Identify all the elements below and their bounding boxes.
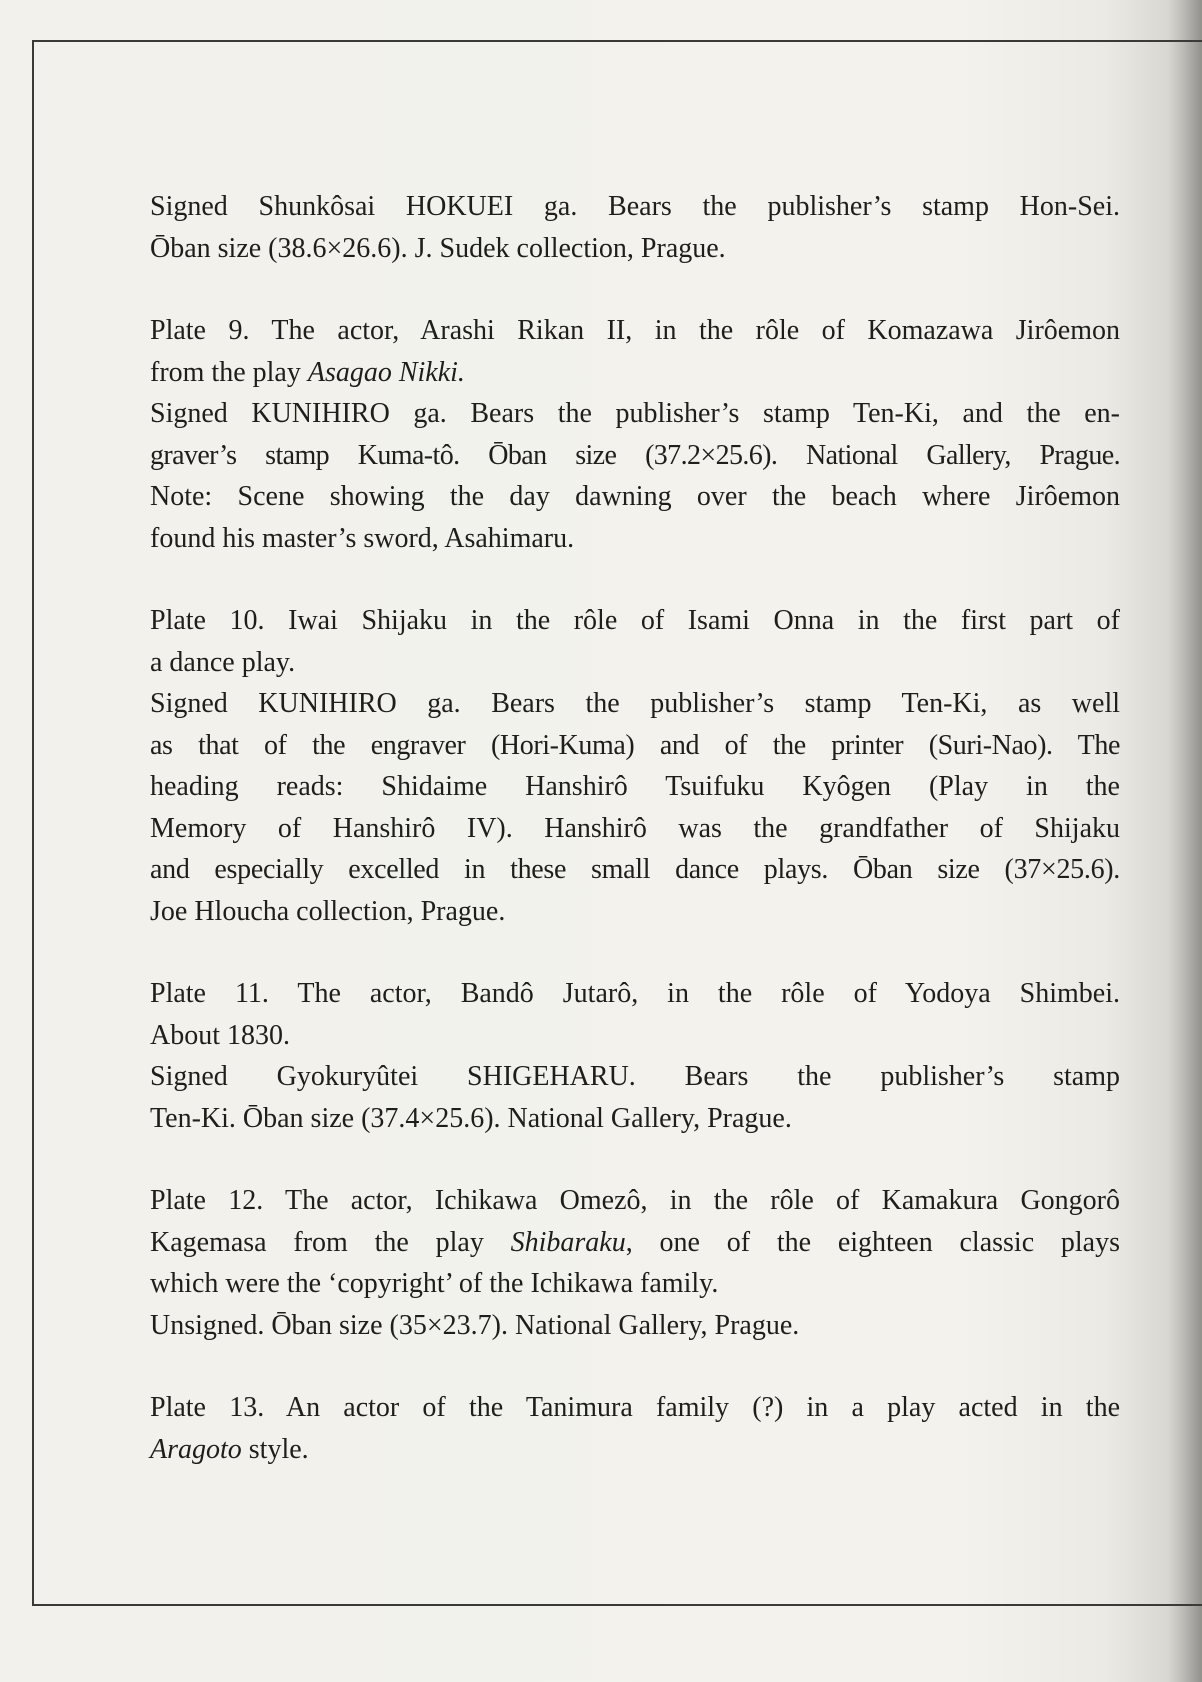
plate-notes	[150, 186, 1120, 1470]
text-line: Unsigned. Ōban size (35×23.7). National Gallery, Prague.	[150, 1309, 800, 1341]
text-segment: Kagemasa from the play	[150, 1226, 484, 1258]
play-title: Shibaraku	[510, 1226, 626, 1258]
text-line: Signed Gyokuryûtei SHIGEHARU. Bears the publisher’s stamp	[150, 1061, 1120, 1092]
text-line: and especially excelled in these small dance plays. Ōban size (37×25.6).	[150, 854, 1120, 885]
entry-plate-10	[150, 600, 1120, 932]
text-line: Memory of Hanshirô IV). Hanshirô was the grandfather of Shijaku	[150, 812, 1120, 844]
text-line: Plate 12. The actor, Ichikawa Omezô, in the rôle of Kamakura Gongorô	[150, 1185, 1120, 1216]
play-title: Asagao Nikki.	[307, 356, 465, 388]
text-line: which were the ‘copyright’ of the Ichikawa family.	[150, 1268, 719, 1299]
paragraph-gap	[150, 1139, 1120, 1180]
text-line: Ōban size (38.6×26.6). J. Sudek collection, Prague.	[150, 232, 726, 264]
paragraph-gap	[150, 559, 1120, 600]
text-line: Plate 10. Iwai Shijaku in the rôle of Isami Onna in the first part of	[150, 605, 1120, 636]
paragraph-gap	[150, 1346, 1120, 1387]
paragraph-gap	[150, 932, 1120, 973]
text-line: Ten-Ki. Ōban size (37.4×25.6). National Gallery, Prague.	[150, 1102, 792, 1134]
text-segment: style.	[248, 1433, 309, 1465]
entry-plate-8-continued	[150, 186, 1120, 269]
text-line: Joe Hloucha collection, Prague.	[150, 895, 506, 927]
text-line	[150, 1429, 1120, 1471]
text-line: Plate 13. An actor of the Tanimura family (?) in a play acted in the	[150, 1392, 1120, 1423]
text-line	[150, 1222, 1120, 1264]
text-line: a dance play.	[150, 646, 296, 678]
text-line	[150, 352, 1120, 394]
text-line: heading reads: Shidaime Hanshirô Tsuifuku Kyôgen (Play in the	[150, 771, 1120, 802]
text-line: found his master’s sword, Asahimaru.	[150, 522, 575, 554]
text-line: Plate 11. The actor, Bandô Jutarô, in the rôle of Yodoya Shimbei.	[150, 978, 1120, 1009]
entry-plate-11	[150, 973, 1120, 1139]
text-line: About 1830.	[150, 1019, 290, 1051]
text-segment: from the play	[150, 356, 301, 388]
text-line: Note: Scene showing the day dawning over the beach where Jirôemon	[150, 481, 1120, 512]
entry-plate-13	[150, 1387, 1120, 1470]
text-segment: , one of the eighteen classic plays	[625, 1226, 1121, 1258]
style-name: Aragoto	[150, 1433, 242, 1465]
text-line: Signed KUNIHIRO ga. Bears the publisher’s stamp Ten-Ki, and the en-	[150, 398, 1120, 429]
text-line: Signed KUNIHIRO ga. Bears the publisher’s stamp Ten-Ki, as well	[150, 688, 1120, 719]
entry-plate-9	[150, 310, 1120, 559]
text-line: Plate 9. The actor, Arashi Rikan II, in the rôle of Komazawa Jirôemon	[150, 315, 1120, 346]
entry-plate-12	[150, 1180, 1120, 1346]
paragraph-gap	[150, 269, 1120, 310]
text-line: as that of the engraver (Hori-Kuma) and of the printer (Suri-Nao). The	[150, 729, 1120, 761]
text-line: graver’s stamp Kuma-tô. Ōban size (37.2×25.6). National Gallery, Prague.	[150, 439, 1120, 471]
text-line: Signed Shunkôsai HOKUEI ga. Bears the publisher’s stamp Hon-Sei.	[150, 191, 1120, 222]
